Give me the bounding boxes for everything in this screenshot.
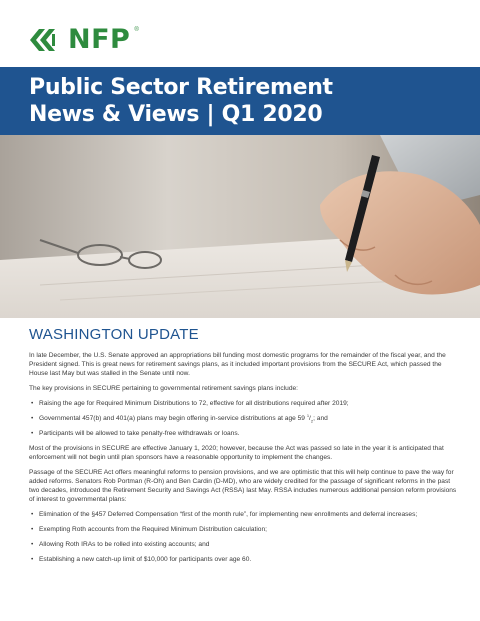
list-item-text: ; and <box>313 415 328 422</box>
hero-image <box>0 135 480 318</box>
list-item: • Exempting Roth accounts from the Required Minimum Distribution calculation; <box>29 525 459 534</box>
list-item-text: Governmental 457(b) and 401(a) plans may begin offering in-service distributions at age 59 <box>39 415 307 422</box>
fraction-denominator: 2 <box>310 418 314 424</box>
fraction-numerator: 1 <box>306 412 310 418</box>
rssa-provisions-list <box>29 510 459 564</box>
secure-provisions-list <box>29 399 459 438</box>
title-banner <box>0 67 480 135</box>
list-item: • Elimination of the §457 Deferred Compensation “first of the month rule”, for implementing new enrollments and deferral increases; <box>29 510 459 519</box>
paragraph-effective-date: Most of the provisions in SECURE are effective January 1, 2020; however, because the Act was passed so late in the year it is anticipated that enforcement will not begin until plan sponsors have a reasonable opportunity to implement the changes. <box>29 445 444 461</box>
paragraph-key-provisions: The key provisions in SECURE pertaining to governmental retirement savings plans include: <box>29 385 299 392</box>
list-item: • Allowing Roth IRAs to be rolled into existing accounts; and <box>29 540 459 549</box>
nfp-logo <box>28 25 139 55</box>
page-title <box>29 74 480 128</box>
list-item: • Governmental 457(b) and 401(a) plans may begin offering in-service distributions at age 59 $^1/_2$; and <box>29 414 459 423</box>
nfp-chevron-logo-icon <box>28 25 64 55</box>
list-item: • Establishing a new catch-up limit of $10,000 for participants over age 60. <box>29 555 459 564</box>
title-line-2: News & Views | Q1 2020 <box>29 102 323 127</box>
list-item: • Participants will be allowed to take penalty-free withdrawals or loans. <box>29 429 459 438</box>
list-item: • Raising the age for Required Minimum Distributions to 72, effective for all distributions required after 2019; <box>29 399 459 408</box>
registered-mark: ® <box>134 27 139 33</box>
hand-writing-with-pen-and-eyeglasses-photo <box>0 135 480 318</box>
section-title: WASHINGTON UPDATE <box>29 326 199 343</box>
paragraph-rssa: Passage of the SECURE Act offers meaningful reforms to pension provisions, and we are optimistic that this will help continue to pave the way for added reforms. Senators Rob Portman (R-Oh) and Ben Cardin (D-MD), who are widely credited for the passage of significant reforms in the past two decades, introduced the Retirement Security and Savings Act (RSSA) last May. RSSA includes numerous additional pension reform provisions of interest to governmental plans: <box>29 469 457 503</box>
title-line-1: Public Sector Retirement <box>29 75 333 100</box>
article-body <box>29 326 459 570</box>
paragraph-intro: In late December, the U.S. Senate approved an appropriations bill funding most domestic programs for the remainder of the fiscal year, and the President signed. This is great news for retirement savings plans, as it included important provisions from the SECURE Act, which passed the House last May but was stalled in the Senate until now. <box>29 352 446 377</box>
logo-text: NFP <box>68 24 131 55</box>
